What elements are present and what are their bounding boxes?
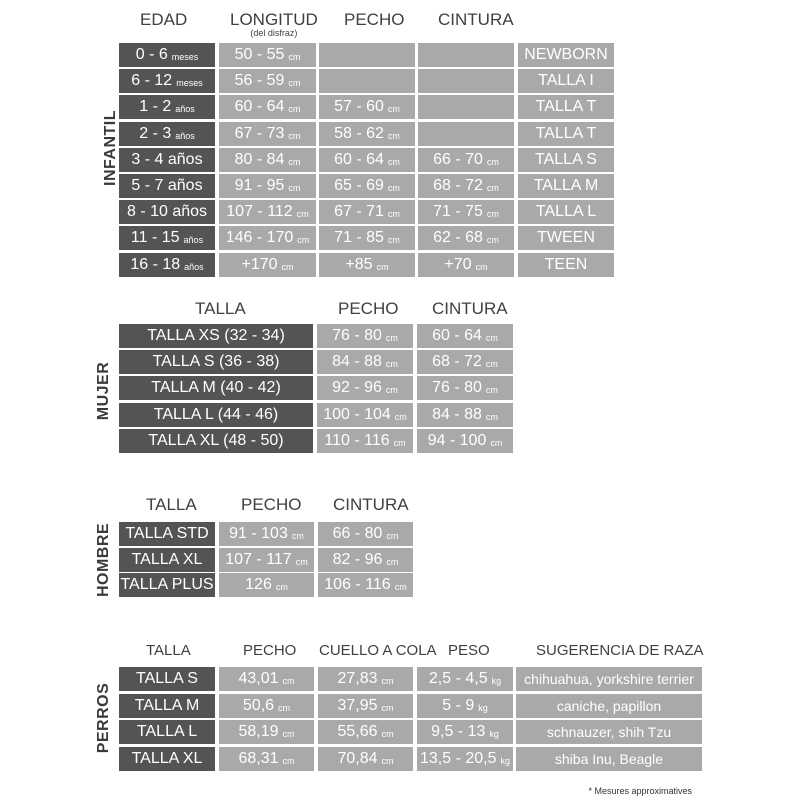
mujer-cell-talla xyxy=(119,376,313,400)
hombre-cell-cintura xyxy=(318,573,413,597)
infantil-unit-edad: meses xyxy=(176,78,203,89)
mujer-value-talla: TALLA M (40 - 42) xyxy=(151,379,281,397)
infantil-unit-cintura: cm xyxy=(475,261,488,272)
infantil-value-pecho: 67 - 71 xyxy=(334,203,384,221)
mujer-unit-cintura: cm xyxy=(485,411,498,422)
infantil-cell-edad xyxy=(119,95,215,119)
perros-cell-talla xyxy=(119,747,215,771)
perros-unit-peso: kg xyxy=(489,729,499,739)
infantil-cell-longitud xyxy=(219,253,316,277)
infantil-unit-edad: años xyxy=(184,261,204,272)
infantil-value-longitud: 50 - 55 xyxy=(234,46,285,63)
hombre-value-cintura: 106 - 116 xyxy=(324,576,391,593)
infantil-value-longitud: 146 - 170 xyxy=(225,229,294,247)
infantil-unit-pecho: cm xyxy=(376,261,389,272)
hombre-value-talla: TALLA PLUS xyxy=(120,576,214,593)
infantil-value-longitud: +170 xyxy=(241,255,278,273)
perros-cell-peso xyxy=(417,694,513,718)
perros-value-pecho: 68,31 xyxy=(238,749,279,767)
infantil-cell-cintura xyxy=(418,43,514,67)
infantil-unit-longitud: cm xyxy=(297,235,310,246)
perros-cell-pecho xyxy=(219,694,314,718)
hombre-value-talla: TALLA STD xyxy=(125,525,209,542)
perros-value-cuello: 37,95 xyxy=(337,696,378,714)
mujer-value-pecho: 92 - 96 xyxy=(332,379,382,397)
perros-header-pecho: PECHO xyxy=(243,642,297,659)
infantil-cell-pecho xyxy=(319,95,415,119)
perros-value-peso: 9,5 - 13 xyxy=(431,723,486,740)
mujer-cell-pecho xyxy=(317,429,413,453)
hombre-cell-cintura xyxy=(318,522,413,546)
infantil-value-talla: TALLA T xyxy=(535,124,597,142)
infantil-cell-pecho xyxy=(319,122,415,146)
perros-cell-cuello xyxy=(318,667,413,691)
infantil-value-talla: TALLA T xyxy=(535,98,597,116)
infantil-unit-edad: meses xyxy=(171,52,199,62)
perros-value-peso: 2,5 - 4,5 xyxy=(428,670,488,687)
infantil-value-pecho: +85 xyxy=(345,255,373,273)
hombre-value-cintura: 82 - 96 xyxy=(332,550,383,568)
infantil-value-edad: 2 - 3 xyxy=(139,124,172,142)
infantil-value-talla: TALLA I xyxy=(538,72,594,90)
infantil-unit-pecho: cm xyxy=(387,209,400,220)
mujer-cell-cintura xyxy=(417,376,513,400)
perros-value-peso: 13,5 - 20,5 xyxy=(419,749,497,767)
infantil-value-cintura: 71 - 75 xyxy=(433,203,483,221)
infantil-cell-pecho xyxy=(319,200,415,224)
infantil-value-edad: 3 - 4 años xyxy=(131,150,203,168)
perros-cell-talla xyxy=(119,720,215,744)
hombre-cell-talla xyxy=(119,573,215,597)
mujer-unit-pecho: cm xyxy=(393,437,406,448)
hombre-header-pecho: PECHO xyxy=(241,495,302,514)
infantil-value-pecho: 57 - 60 xyxy=(334,98,384,116)
perros-label: PERROS xyxy=(95,682,112,754)
infantil-value-talla: TALLA S xyxy=(535,150,597,168)
infantil-unit-longitud: cm xyxy=(288,104,301,115)
perros-header-cuello: CUELLO A COLA xyxy=(319,642,437,659)
infantil-value-longitud: 80 - 84 xyxy=(234,150,285,168)
infantil-cell-talla xyxy=(518,200,614,224)
infantil-value-edad: 5 - 7 años xyxy=(131,177,203,194)
hombre-unit-pecho: cm xyxy=(295,556,308,567)
footnote: * Mesures approximatives xyxy=(588,786,692,796)
mujer-value-cintura: 94 - 100 xyxy=(427,431,487,449)
hombre-unit-pecho: cm xyxy=(291,531,304,541)
infantil-cell-talla xyxy=(518,148,614,172)
perros-value-cuello: 55,66 xyxy=(337,723,378,740)
perros-value-raza: shiba Inu, Beagle xyxy=(554,750,664,767)
perros-value-pecho: 43,01 xyxy=(238,670,279,687)
perros-unit-pecho: cm xyxy=(282,755,295,766)
perros-cell-peso xyxy=(417,720,513,744)
infantil-cell-pecho xyxy=(319,253,415,277)
hombre-cell-cintura xyxy=(318,548,413,572)
hombre-value-talla: TALLA XL xyxy=(131,550,203,568)
perros-cell-cuello xyxy=(318,720,413,744)
perros-cell-raza xyxy=(516,720,702,744)
infantil-value-cintura: 66 - 70 xyxy=(433,150,483,168)
infantil-unit-edad: años xyxy=(183,235,204,246)
mujer-header-cintura: CINTURA xyxy=(432,299,508,318)
perros-value-pecho: 50,6 xyxy=(242,696,275,714)
infantil-cell-pecho xyxy=(319,43,415,67)
perros-cell-pecho xyxy=(219,667,314,691)
mujer-value-cintura: 60 - 64 xyxy=(432,327,482,344)
mujer-cell-pecho xyxy=(317,324,413,348)
infantil-value-edad: 6 - 12 xyxy=(131,72,173,90)
infantil-cell-talla xyxy=(518,253,614,277)
perros-header-peso: PESO xyxy=(448,642,490,659)
mujer-value-talla: TALLA XS (32 - 34) xyxy=(147,327,285,344)
infantil-value-edad: 1 - 2 xyxy=(139,98,172,116)
infantil-cell-talla xyxy=(518,95,614,119)
mujer-value-pecho: 100 - 104 xyxy=(323,405,391,423)
infantil-unit-longitud: cm xyxy=(281,261,294,272)
perros-unit-pecho: cm xyxy=(282,676,295,686)
hombre-unit-pecho: cm xyxy=(275,582,288,592)
infantil-cell-longitud xyxy=(219,122,316,146)
mujer-unit-pecho: cm xyxy=(385,333,398,343)
mujer-unit-cintura: cm xyxy=(485,359,498,370)
infantil-value-talla: TALLA M xyxy=(533,177,599,194)
infantil-cell-longitud xyxy=(219,200,316,224)
infantil-header-edad: EDAD xyxy=(140,10,188,29)
mujer-cell-cintura xyxy=(417,324,513,348)
mujer-cell-talla xyxy=(119,350,313,374)
perros-unit-pecho: cm xyxy=(278,702,291,713)
perros-unit-cuello: cm xyxy=(381,729,394,739)
hombre-unit-cintura: cm xyxy=(386,556,399,567)
infantil-value-longitud: 60 - 64 xyxy=(234,98,285,116)
perros-unit-peso: kg xyxy=(491,676,502,686)
infantil-value-pecho: 60 - 64 xyxy=(334,150,384,168)
infantil-unit-longitud: cm xyxy=(288,78,301,89)
mujer-unit-pecho: cm xyxy=(385,359,398,370)
mujer-unit-cintura: cm xyxy=(490,437,503,448)
hombre-unit-cintura: cm xyxy=(394,582,407,592)
infantil-value-edad: 16 - 18 xyxy=(130,255,181,273)
mujer-cell-pecho xyxy=(317,350,413,374)
mujer-unit-pecho: cm xyxy=(394,411,407,422)
infantil-value-longitud: 56 - 59 xyxy=(234,72,285,90)
mujer-unit-cintura: cm xyxy=(485,385,498,396)
infantil-cell-cintura xyxy=(418,95,514,119)
mujer-value-talla: TALLA XL (48 - 50) xyxy=(148,431,284,449)
perros-cell-cuello xyxy=(318,694,413,718)
perros-value-raza: schnauzer, shih Tzu xyxy=(546,724,672,740)
perros-header-raza: SUGERENCIA DE RAZA xyxy=(536,642,704,659)
infantil-cell-edad xyxy=(119,253,215,277)
infantil-cell-longitud xyxy=(219,95,316,119)
infantil-cell-cintura xyxy=(418,69,514,93)
hombre-value-pecho: 126 xyxy=(245,576,272,593)
mujer-cell-pecho xyxy=(317,403,413,427)
perros-cell-talla xyxy=(119,667,215,691)
hombre-cell-talla xyxy=(119,548,215,572)
perros-cell-raza xyxy=(516,667,702,691)
infantil-header-longitud xyxy=(230,11,318,38)
mujer-value-pecho: 84 - 88 xyxy=(332,353,382,371)
infantil-cell-edad xyxy=(119,69,215,93)
infantil-unit-longitud: cm xyxy=(288,156,301,167)
infantil-cell-longitud xyxy=(219,43,316,67)
infantil-unit-longitud: cm xyxy=(288,183,301,193)
infantil-value-longitud: 67 - 73 xyxy=(234,124,285,142)
infantil-cell-longitud xyxy=(219,226,316,250)
infantil-cell-talla xyxy=(518,69,614,93)
infantil-cell-pecho xyxy=(319,148,415,172)
mujer-header-talla: TALLA xyxy=(195,299,246,318)
perros-unit-cuello: cm xyxy=(381,702,394,713)
infantil-cell-pecho xyxy=(319,226,415,250)
infantil-cell-talla xyxy=(518,43,614,67)
mujer-cell-cintura xyxy=(417,403,513,427)
perros-cell-peso xyxy=(417,667,513,691)
infantil-cell-talla xyxy=(518,174,614,198)
infantil-value-pecho: 58 - 62 xyxy=(334,124,384,142)
infantil-cell-edad xyxy=(119,174,215,198)
infantil-label: INFANTIL xyxy=(102,110,119,186)
infantil-cell-edad xyxy=(119,43,215,67)
infantil-value-cintura: +70 xyxy=(444,255,472,273)
infantil-value-talla: TEEN xyxy=(544,255,588,273)
mujer-header-pecho: PECHO xyxy=(338,299,399,318)
perros-unit-cuello: cm xyxy=(381,755,394,766)
mujer-cell-cintura xyxy=(417,429,513,453)
perros-value-cuello: 27,83 xyxy=(337,670,378,687)
perros-cell-pecho xyxy=(219,747,314,771)
perros-value-talla: TALLA S xyxy=(136,670,198,687)
mujer-cell-talla xyxy=(119,324,313,348)
mujer-value-cintura: 84 - 88 xyxy=(432,405,482,423)
perros-cell-talla xyxy=(119,694,215,718)
hombre-value-cintura: 66 - 80 xyxy=(332,525,383,542)
infantil-value-longitud: 91 - 95 xyxy=(234,177,285,194)
infantil-unit-pecho: cm xyxy=(387,235,400,246)
infantil-cell-talla xyxy=(518,226,614,250)
infantil-unit-longitud: cm xyxy=(288,52,301,62)
infantil-cell-edad xyxy=(119,122,215,146)
infantil-unit-cintura: cm xyxy=(486,235,499,246)
infantil-value-edad: 8 - 10 años xyxy=(126,203,208,221)
perros-cell-raza xyxy=(516,694,702,718)
infantil-cell-longitud xyxy=(219,148,316,172)
perros-value-talla: TALLA L xyxy=(136,723,198,740)
infantil-value-edad: 11 - 15 xyxy=(130,229,180,247)
infantil-unit-pecho: cm xyxy=(387,183,400,193)
mujer-value-talla: TALLA L (44 - 46) xyxy=(153,405,279,423)
perros-value-pecho: 58,19 xyxy=(238,723,279,740)
hombre-cell-talla xyxy=(119,522,215,546)
infantil-unit-cintura: cm xyxy=(486,183,499,193)
infantil-unit-pecho: cm xyxy=(387,130,400,141)
hombre-cell-pecho xyxy=(219,522,314,546)
mujer-value-talla: TALLA S (36 - 38) xyxy=(152,353,280,371)
perros-value-cuello: 70,84 xyxy=(337,749,378,767)
mujer-cell-cintura xyxy=(417,350,513,374)
infantil-cell-pecho xyxy=(319,69,415,93)
infantil-value-talla: TALLA L xyxy=(535,203,597,221)
mujer-value-cintura: 68 - 72 xyxy=(432,353,482,371)
infantil-cell-cintura xyxy=(418,174,514,198)
perros-cell-pecho xyxy=(219,720,314,744)
mujer-label: MUJER xyxy=(95,361,112,421)
infantil-unit-edad: años xyxy=(175,104,195,115)
infantil-unit-longitud: cm xyxy=(288,130,301,141)
perros-unit-pecho: cm xyxy=(282,729,295,739)
hombre-cell-pecho xyxy=(219,573,314,597)
hombre-value-pecho: 91 - 103 xyxy=(229,525,288,542)
infantil-unit-pecho: cm xyxy=(387,104,400,115)
infantil-cell-pecho xyxy=(319,174,415,198)
mujer-value-pecho: 110 - 116 xyxy=(324,431,390,449)
perros-value-raza: chihuahua, yorkshire terrier xyxy=(524,671,694,687)
hombre-header-talla: TALLA xyxy=(146,495,197,514)
hombre-unit-cintura: cm xyxy=(386,531,399,541)
mujer-value-cintura: 76 - 80 xyxy=(432,379,482,397)
perros-cell-cuello xyxy=(318,747,413,771)
infantil-value-longitud: 107 - 112 xyxy=(226,203,293,221)
perros-unit-peso: kg xyxy=(500,755,510,766)
perros-cell-raza xyxy=(516,747,702,771)
infantil-cell-edad xyxy=(119,148,215,172)
infantil-unit-cintura: cm xyxy=(486,156,499,167)
infantil-value-edad: 0 - 6 xyxy=(135,46,168,63)
hombre-header-cintura: CINTURA xyxy=(333,495,409,514)
infantil-cell-cintura xyxy=(418,200,514,224)
perros-header-talla: TALLA xyxy=(146,642,191,659)
mujer-value-pecho: 76 - 80 xyxy=(332,327,382,344)
infantil-unit-pecho: cm xyxy=(387,156,400,167)
mujer-cell-talla xyxy=(119,429,313,453)
infantil-header-longitud-sub: (del disfraz) xyxy=(250,28,298,38)
infantil-cell-cintura xyxy=(418,148,514,172)
infantil-cell-cintura xyxy=(418,253,514,277)
mujer-cell-pecho xyxy=(317,376,413,400)
perros-value-raza: caniche, papillon xyxy=(556,697,662,714)
hombre-value-pecho: 107 - 117 xyxy=(225,550,292,568)
infantil-header-pecho: PECHO xyxy=(344,10,405,29)
perros-value-talla: TALLA M xyxy=(134,696,200,714)
infantil-value-pecho: 71 - 85 xyxy=(334,229,384,247)
perros-unit-cuello: cm xyxy=(381,676,394,686)
infantil-value-talla: TWEEN xyxy=(537,229,595,247)
perros-value-peso: 5 - 9 xyxy=(442,696,475,714)
mujer-cell-talla xyxy=(119,403,313,427)
infantil-value-cintura: 62 - 68 xyxy=(433,229,483,247)
infantil-unit-longitud: cm xyxy=(296,209,309,220)
infantil-cell-longitud xyxy=(219,69,316,93)
infantil-header-longitud-text: LONGITUD xyxy=(230,10,318,29)
infantil-value-talla: NEWBORN xyxy=(524,46,608,63)
infantil-cell-longitud xyxy=(219,174,316,198)
infantil-cell-cintura xyxy=(418,122,514,146)
mujer-unit-pecho: cm xyxy=(385,385,398,396)
infantil-cell-talla xyxy=(518,122,614,146)
infantil-cell-cintura xyxy=(418,226,514,250)
infantil-header-cintura: CINTURA xyxy=(438,10,514,29)
infantil-unit-edad: años xyxy=(175,130,195,141)
perros-value-talla: TALLA XL xyxy=(131,749,203,767)
mujer-unit-cintura: cm xyxy=(485,333,498,343)
infantil-cell-edad xyxy=(119,226,215,250)
infantil-cell-edad xyxy=(119,200,215,224)
hombre-cell-pecho xyxy=(219,548,314,572)
hombre-label: HOMBRE xyxy=(95,522,112,598)
infantil-unit-cintura: cm xyxy=(486,209,499,220)
perros-cell-peso xyxy=(417,747,513,771)
infantil-value-cintura: 68 - 72 xyxy=(433,177,483,194)
infantil-value-pecho: 65 - 69 xyxy=(334,177,384,194)
perros-unit-peso: kg xyxy=(478,702,488,713)
